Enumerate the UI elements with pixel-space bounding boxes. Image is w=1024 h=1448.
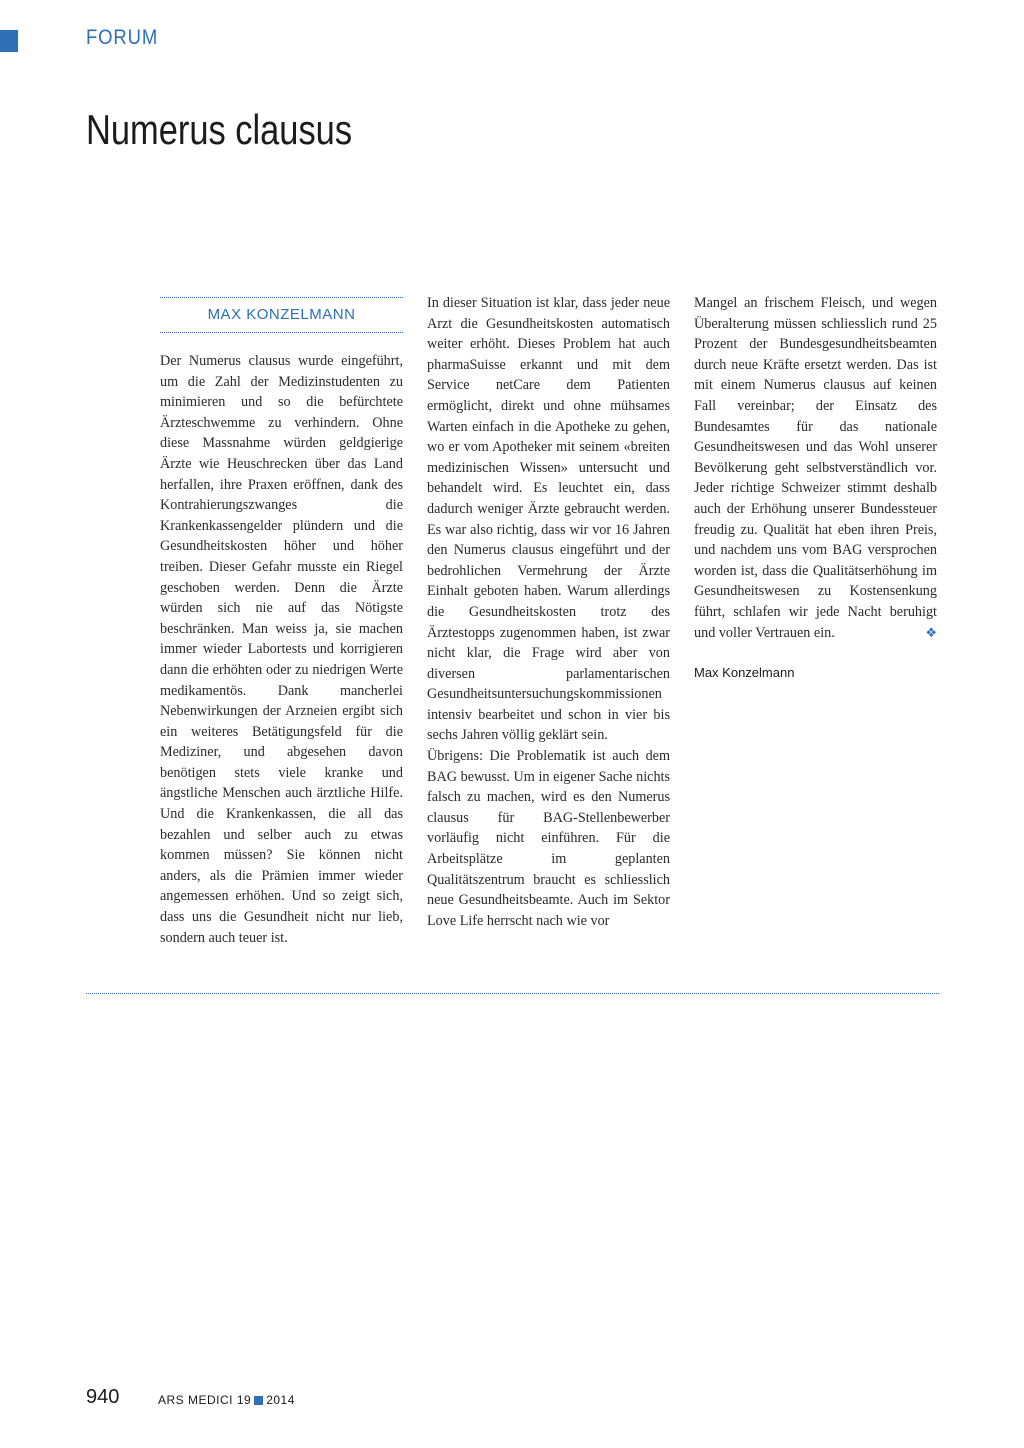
paragraph-text: Mangel an frischem Fleisch, und wegen Überalterung müssen schliesslich rund 25 Prozent der Bundesgesundheitsbeamten durch neue Kräfte ersetzt werden. Das ist mit einem Numerus clausus auf keinen Fall vereinbar; der Einsatz des Bundesamtes für das nationale Gesundheitswesen und das Wohl unserer Bevölkerung geht selbstverständlich vor. Jeder richtige Schweizer stimmt deshalb auch der Erhöhung unserer Bundessteuer freudig zu. Qualität hat eben ihren Preis, und nachdem uns vom BAG versprochen worden ist, dass die Qualitätserhöhung im Gesundheitswesen zu Kostensenkung führt, schlafen wir jede Nacht beruhigt und voller Vertrauen ein. [694,295,937,641]
page-number: 940 [86,1386,120,1408]
article-column-3 [694,293,937,684]
journal-info [158,1393,295,1407]
author-signature: Max Konzelmann [694,665,795,681]
paragraph: In dieser Situation ist klar, dass jeder neue Arzt die Gesundheitskosten automatisch weiter erhöht. Dieses Problem hat auch pharmaSuisse erkannt und mit dem Service netCare dem Patienten ermöglicht, direkt und ohne mühsames Warten einfach in die Apotheke zu gehen, wo er vom Apotheker mit seinem «breiten medizinischen Wissen» untersucht und behandelt wird. Es leuchtet ein, dass dadurch weniger Ärzte gebraucht werden. Es war also richtig, dass wir vor 16 Jahren den Numerus clausus eingeführt und der bedrohlichen Vermehrung der Ärzte Einhalt geboten haben. Warum allerdings die Gesundheitskosten trotz des Ärztestopps zugenommen haben, ist zwar nicht klar, die Frage wird aber von diversen parlamentarischen Gesundheitsuntersuchungskommissionen intensiv bearbeitet und schon in vier bis sechs Jahren völlig geklärt sein. [427,295,670,744]
page-footer [86,1386,295,1409]
article-column-2 [427,293,670,931]
author-heading: MAX KONZELMANN [207,306,356,323]
paragraph: Übrigens: Die Problematik ist auch dem BAG bewusst. Um in eigener Sache nichts falsch zu machen, wird es den Numerus clausus für BAG-Stellenbewerber vorläufig nicht einführen. Für die Arbeitsplätze im geplanten Qualitätszentrum braucht es schliesslich neue Gesundheitsbeamte. Auch im Sektor Love Life herrscht nach wie vor [427,748,670,929]
bottom-dotted-rule [86,993,939,994]
section-label: FORUM [86,26,159,49]
section-marker [0,30,18,52]
dotted-rule [160,332,403,333]
journal-name: ARS MEDICI 19 [158,1393,252,1407]
end-mark-icon: ❖ [925,624,937,640]
author-box [160,297,403,333]
journal-year: 2014 [266,1393,295,1407]
article-column-1 [160,351,403,948]
paragraph: Der Numerus clausus wurde eingeführt, um die Zahl der Medizinstudenten zu minimieren und so die befürchtete Ärzteschwemme zu verhindern. Ohne diese Massnahme würden geldgierige Ärzte wie Heuschrecken über das Land herfallen, ihre Praxen eröffnen, dank des Kontrahierungszwanges die Krankenkassengelder plündern und die Gesundheitskosten höher und höher treiben. Dieser Gefahr musste ein Riegel geschoben werden. Denn die Ärzte würden sich nie auf das Nötigste beschränken. Man weiss ja, sie machen immer wieder Labortests und korrigieren dann die erhöhten oder zu niedrigen Werte medikamentös. Dank mancherlei Nebenwirkungen der Arzneien ergibt sich ein weiteres Betätigungsfeld für die Mediziner, und abgesehen davon benötigen stets viele kranke und ängstliche Menschen auch ärztliche Hilfe. Und die Krankenkassen, die all das bezahlen und selber auch zu etwas kommen müssen? Sie können nicht anders, als die Prämien immer wieder angemessen erhöhen. Und so zeigt sich, dass uns die Gesundheit nicht nur lieb, sondern auch teuer ist. [160,353,403,946]
page-title: Numerus clausus [86,106,353,153]
square-separator-icon [254,1396,263,1405]
paragraph [694,293,937,643]
